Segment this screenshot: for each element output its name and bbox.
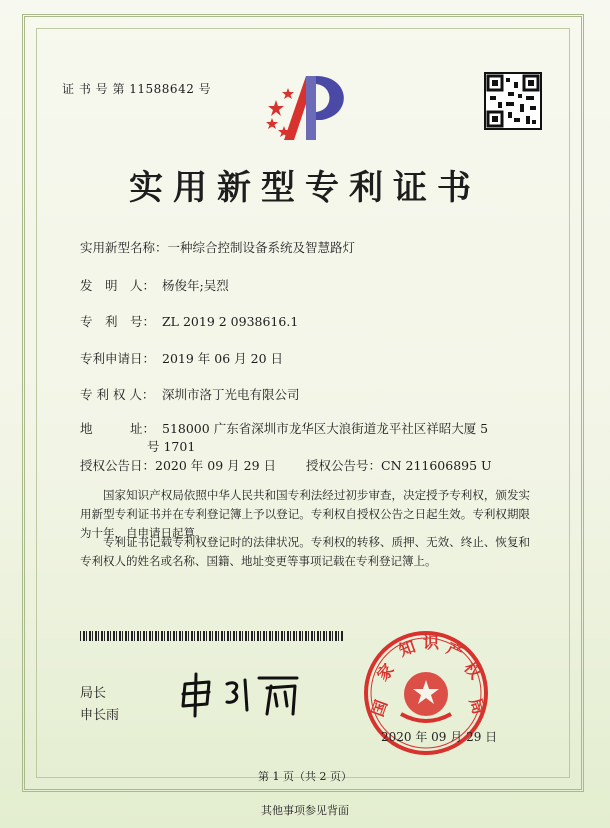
svg-text:国: 国	[367, 697, 392, 719]
certificate-title: 实用新型专利证书	[129, 168, 481, 208]
grant-date-label: 授权公告日：	[80, 458, 156, 473]
legal-paragraph-1: 国家知识产权局依照中华人民共和国专利法经过初步审查，决定授予专利权，颁发实用新型专利证书并在专利登记簿上予以登记。专利权自授权公告之日起生效。专利权期限为十年，自申请日起算。	[80, 488, 530, 540]
field-address-line2: 号 1701	[147, 439, 196, 454]
field-value: 518000 广东省深圳市龙华区大浪街道龙平社区祥昭大厦 5	[162, 421, 489, 436]
svg-text:识: 识	[423, 633, 440, 652]
footer-note: 其他事项参见背面	[261, 804, 349, 817]
grant-date	[80, 456, 276, 474]
field-label: 专 利 权 人：	[80, 387, 155, 402]
svg-text:产: 产	[443, 638, 467, 663]
page-indicator: 第 1 页（共 2 页）	[258, 770, 352, 783]
field-utility-model-name	[80, 238, 355, 256]
signatory-title: 局长	[80, 686, 107, 701]
certificate-number: 证 书 号 第 11588642 号	[62, 82, 212, 96]
svg-text:权: 权	[460, 658, 486, 683]
patent-office-logo	[262, 70, 354, 148]
grant-number-value: CN 211606895 U	[381, 458, 492, 473]
field-filing-date	[80, 349, 283, 367]
grant-number	[306, 456, 492, 474]
seal-date: 2020 年 09 月 29 日	[381, 730, 498, 744]
grant-number-label: 授权公告号：	[306, 458, 382, 473]
grant-date-value: 2020 年 09 月 29 日	[155, 458, 277, 473]
field-value: 深圳市洛丁光电有限公司	[162, 387, 300, 402]
signatory-name: 申长雨	[80, 708, 120, 723]
field-value: ZL 2019 2 0938616.1	[162, 314, 299, 329]
field-label: 专 利 号：	[80, 314, 156, 329]
qr-code	[484, 72, 542, 130]
field-inventor	[80, 276, 229, 294]
field-patentee	[80, 385, 300, 403]
barcode	[80, 631, 344, 641]
svg-text:家: 家	[372, 660, 398, 685]
field-address	[80, 419, 488, 437]
svg-text:知: 知	[396, 636, 418, 661]
field-value: 一种综合控制设备系统及智慧路灯	[167, 240, 356, 255]
field-label: 实用新型名称：	[80, 240, 168, 255]
field-value: 2019 年 06 月 20 日	[162, 351, 283, 366]
field-label: 专利申请日：	[80, 351, 156, 366]
field-value: 杨俊年;吴烈	[162, 278, 229, 293]
legal-paragraph-2: 专利证书记载专利权登记时的法律状况。专利权的转移、质押、无效、终止、恢复和专利权人的姓名或名称、国籍、地址变更等事项记载在专利登记簿上。	[80, 535, 530, 568]
handwritten-signature	[175, 670, 315, 720]
field-label: 地 址：	[80, 421, 156, 436]
svg-text:局: 局	[465, 695, 489, 717]
field-patent-number	[80, 312, 298, 330]
field-label: 发 明 人：	[80, 278, 156, 293]
